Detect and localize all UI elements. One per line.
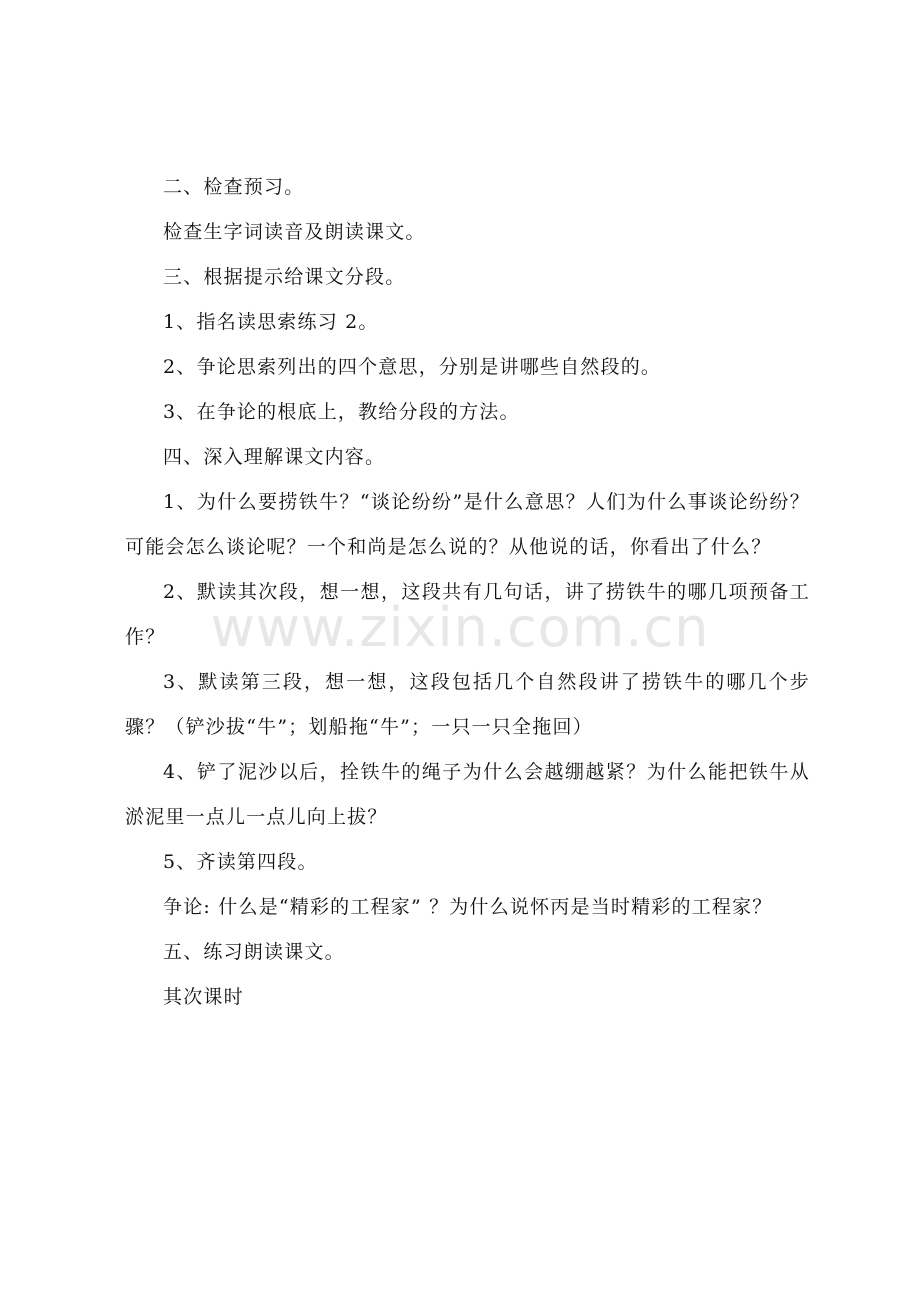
paragraph-discussion: 争论: 什么是“精彩的工程家” ？为什么说怀丙是当时精彩的工程家？ — [163, 896, 773, 918]
paragraph-check-words: 检查生字词读音及朗读课文。 — [163, 221, 426, 243]
watermark-text: www.zixin.com.cn — [210, 596, 710, 659]
paragraph-second-lesson: 其次课时 — [163, 986, 244, 1008]
paragraph-heading-3: 三、根据提示给课文分段。 — [163, 266, 406, 288]
paragraph-item-4-2: 2、默读其次段，想一想，这段共有几句话，讲了捞铁牛的哪几项预备工作？ — [125, 581, 810, 648]
paragraph-item-4-1: 1、为什么要捞铁牛？“谈论纷纷”是什么意思？人们为什么事谈论纷纷？可能会怎么谈论呢？一个和尚是怎么说的？从他说的话，你看出了什么？ — [125, 491, 810, 558]
paragraph-heading-2: 二、检查预习。 — [163, 176, 305, 198]
paragraph-item-3-3: 3、在争论的根底上，教给分段的方法。 — [163, 401, 520, 423]
paragraph-item-3-2: 2、争论思索列出的四个意思，分别是讲哪些自然段的。 — [163, 356, 662, 378]
paragraph-item-3-1: 1、指名读思索练习 2。 — [163, 311, 379, 333]
paragraph-item-4-3: 3、默读第三段，想一想，这段包括几个自然段讲了捞铁牛的哪几个步骤？（铲沙拔“牛”；划船拖“牛”；一只一只全拖回） — [125, 671, 810, 738]
paragraph-heading-5: 五、练习朗读课文。 — [163, 941, 345, 963]
paragraph-item-4-4: 4、铲了泥沙以后，拴铁牛的绳子为什么会越绷越紧？为什么能把铁牛从淤泥里一点儿一点儿向上拔？ — [125, 761, 810, 828]
document-body — [125, 165, 810, 1020]
paragraph-item-4-5: 5、齐读第四段。 — [163, 851, 318, 873]
paragraph-heading-4: 四、深入理解课文内容。 — [163, 446, 386, 468]
